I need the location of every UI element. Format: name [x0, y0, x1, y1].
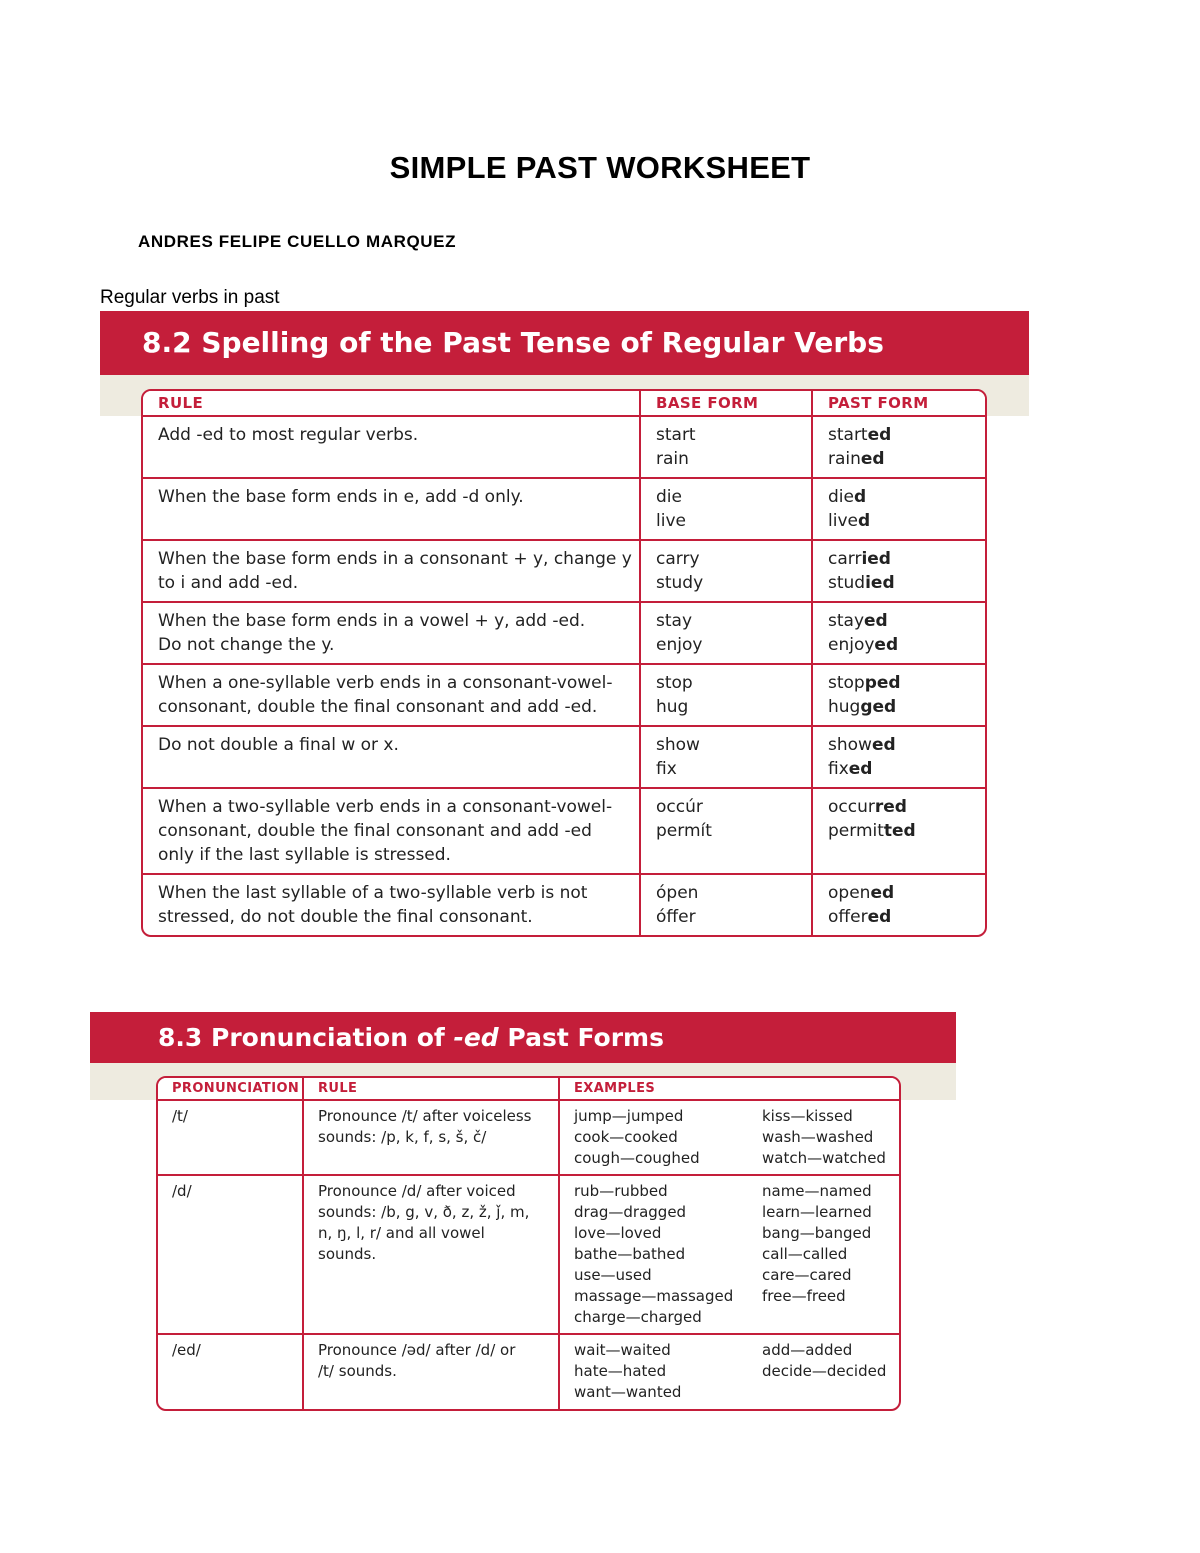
- rule-cell: [303, 1175, 559, 1334]
- rule-cell: [143, 540, 640, 602]
- rule-line: Pronounce /d/ after voiced: [318, 1182, 516, 1200]
- rule-cell: [143, 788, 640, 874]
- pronunciation-table-title-suffix: Past Forms: [507, 1023, 664, 1052]
- base-form: live: [656, 511, 686, 531]
- past-form-stem: offer: [828, 907, 868, 927]
- past-form-cell: [812, 602, 985, 664]
- past-form-stem: rain: [828, 449, 861, 469]
- rule-line: When the base form ends in a consonant + y, change y: [158, 549, 632, 569]
- base-form: óffer: [656, 907, 696, 927]
- base-form-cell: [640, 602, 812, 664]
- past-form: [828, 819, 977, 843]
- past-form-stem: hug: [828, 697, 861, 717]
- base-form: stop: [656, 673, 693, 693]
- example-pair: charge—charged: [574, 1308, 702, 1326]
- table-row: [143, 726, 985, 788]
- base-form: study: [656, 573, 704, 593]
- past-form-ending: ed: [860, 449, 885, 469]
- pronunciation-cell: /d/: [158, 1175, 303, 1334]
- examples-right-column: [762, 1106, 886, 1169]
- past-form-cell: [812, 540, 985, 602]
- past-form-ending: ped: [864, 673, 901, 693]
- example-pair: jump—jumped: [574, 1107, 684, 1125]
- past-form-stem: stop: [828, 673, 865, 693]
- base-form-cell: [640, 540, 812, 602]
- spelling-table-title: Spelling of the Past Tense of Regular Verbs: [201, 326, 884, 359]
- column-header: EXAMPLES: [559, 1078, 899, 1100]
- table-row: [143, 664, 985, 726]
- rule-line: When the base form ends in a vowel + y, add -ed.: [158, 611, 586, 631]
- past-form: [828, 733, 977, 757]
- past-form-cell: [812, 788, 985, 874]
- past-form-ending: ed: [867, 907, 892, 927]
- past-form: [828, 881, 977, 905]
- column-header: RULE: [143, 391, 640, 416]
- example-pair: learn—learned: [762, 1203, 872, 1221]
- past-form: [828, 509, 977, 533]
- example-pair: want—wanted: [574, 1383, 682, 1401]
- pronunciation-cell: /t/: [172, 1107, 188, 1125]
- past-form-stem: enjoy: [828, 635, 875, 655]
- spelling-table: [141, 389, 987, 937]
- base-form: fix: [656, 759, 677, 779]
- base-form: die: [656, 487, 682, 507]
- rule-line: sounds: /p, k, f, s, š, č/: [318, 1128, 487, 1146]
- pronunciation-table: [156, 1076, 901, 1411]
- example-pair: free—freed: [762, 1287, 846, 1305]
- example-pair: kiss—kissed: [762, 1107, 853, 1125]
- past-form-ending: ed: [870, 883, 895, 903]
- rule-line: When the last syllable of a two-syllable verb is not: [158, 883, 588, 903]
- past-form-stem: stay: [828, 611, 865, 631]
- base-form: enjoy: [656, 635, 703, 655]
- past-form-stem: permit: [828, 821, 884, 841]
- past-form-ending: ied: [861, 549, 891, 569]
- base-form-cell: [640, 726, 812, 788]
- examples-left-column: [574, 1340, 762, 1403]
- spelling-table-number: 8.2: [142, 326, 192, 359]
- rule-line: /t/ sounds.: [318, 1362, 397, 1380]
- table-row: [158, 1334, 899, 1409]
- past-form-stem: show: [828, 735, 872, 755]
- past-form: [828, 423, 977, 447]
- examples-right-column: [762, 1340, 886, 1403]
- past-form: [828, 485, 977, 509]
- example-pair: drag—dragged: [574, 1203, 687, 1221]
- rule-line: When a one-syllable verb ends in a consonant-vowel-: [158, 673, 613, 693]
- rule-cell: [143, 726, 640, 788]
- example-pair: decide—decided: [762, 1362, 887, 1380]
- rule-cell: [143, 416, 640, 478]
- past-form-ending: ged: [860, 697, 897, 717]
- rule-line: Do not change the y.: [158, 635, 335, 655]
- past-form-ending: ted: [883, 821, 916, 841]
- past-form-cell: [812, 664, 985, 726]
- past-form-ending: ied: [865, 573, 895, 593]
- example-pair: bathe—bathed: [574, 1245, 686, 1263]
- past-form-cell: [812, 726, 985, 788]
- example-pair: use—used: [574, 1266, 652, 1284]
- base-form-cell: [640, 416, 812, 478]
- base-form-cell: [640, 788, 812, 874]
- rule-line: Pronounce /t/ after voiceless: [318, 1107, 532, 1125]
- rule-line: Pronounce /əd/ after /d/ or: [318, 1341, 516, 1359]
- table-row: [143, 874, 985, 935]
- base-form-cell: [640, 478, 812, 540]
- example-pair: wait—waited: [574, 1341, 671, 1359]
- table-row: [143, 540, 985, 602]
- section-subheading: Regular verbs in past: [100, 287, 280, 308]
- rule-line: stressed, do not double the final consonant.: [158, 907, 533, 927]
- example-pair: love—loved: [574, 1224, 662, 1242]
- example-pair: name—named: [762, 1182, 872, 1200]
- examples-cell: [559, 1175, 899, 1334]
- base-form: hug: [656, 697, 689, 717]
- spelling-table-banner: [100, 311, 1029, 375]
- past-form: [828, 447, 977, 471]
- past-form-cell: [812, 874, 985, 935]
- past-form-ending: d: [857, 511, 871, 531]
- rule-line: only if the last syllable is stressed.: [158, 845, 451, 865]
- past-form-ending: ed: [848, 759, 873, 779]
- past-form-stem: start: [828, 425, 868, 445]
- pronunciation-table-number: 8.3: [158, 1023, 203, 1052]
- column-header: PRONUNCIATION: [158, 1078, 303, 1100]
- rule-cell: [143, 478, 640, 540]
- rule-line: Do not double a final w or x.: [158, 735, 399, 755]
- rule-line: consonant, double the final consonant and add -ed.: [158, 697, 598, 717]
- examples-left-column: [574, 1106, 762, 1169]
- examples-cell: [559, 1334, 899, 1409]
- past-form-stem: die: [828, 487, 854, 507]
- rule-line: When the base form ends in e, add -d only.: [158, 487, 524, 507]
- past-form: [828, 633, 977, 657]
- past-form-ending: ed: [871, 735, 896, 755]
- pronunciation-table-title-prefix: Pronunciation of: [211, 1023, 445, 1052]
- rule-line: sounds: /b, g, v, ð, z, ž, ǰ, m,: [318, 1203, 530, 1221]
- example-pair: call—called: [762, 1245, 848, 1263]
- past-form-stem: stud: [828, 573, 866, 593]
- pronunciation-table-title-italic: -ed: [453, 1023, 499, 1052]
- past-form: [828, 609, 977, 633]
- rule-line: sounds.: [318, 1245, 377, 1263]
- table-row: [143, 788, 985, 874]
- past-form: [828, 905, 977, 929]
- past-form: [828, 695, 977, 719]
- base-form-cell: [640, 874, 812, 935]
- rule-line: n, ŋ, l, r/ and all vowel: [318, 1224, 485, 1242]
- author-name: ANDRES FELIPE CUELLO MARQUEZ: [138, 232, 457, 251]
- example-pair: wash—washed: [762, 1128, 874, 1146]
- base-form: rain: [656, 449, 689, 469]
- base-form: show: [656, 735, 700, 755]
- page-title: SIMPLE PAST WORKSHEET: [389, 150, 811, 185]
- rule-cell: [143, 602, 640, 664]
- example-pair: care—cared: [762, 1266, 852, 1284]
- column-header: BASE FORM: [640, 391, 812, 416]
- rule-cell: [303, 1334, 559, 1409]
- example-pair: add—added: [762, 1341, 853, 1359]
- past-form-cell: [812, 416, 985, 478]
- table-row: [158, 1175, 899, 1334]
- column-header: PAST FORM: [812, 391, 985, 416]
- past-form-stem: fix: [828, 759, 849, 779]
- base-form: occúr: [656, 797, 703, 817]
- rule-cell: [303, 1100, 559, 1175]
- table-row: [143, 416, 985, 478]
- example-pair: watch—watched: [762, 1149, 886, 1167]
- example-pair: rub—rubbed: [574, 1182, 668, 1200]
- column-header: RULE: [303, 1078, 559, 1100]
- pronunciation-cell: /ed/: [158, 1334, 303, 1409]
- past-form: [828, 547, 977, 571]
- table-row: [143, 478, 985, 540]
- past-form-ending: ed: [867, 425, 892, 445]
- example-pair: cook—cooked: [574, 1128, 678, 1146]
- past-form: [828, 795, 977, 819]
- pronunciation-table-banner: [90, 1012, 956, 1063]
- example-pair: cough—coughed: [574, 1149, 700, 1167]
- past-form-stem: open: [828, 883, 871, 903]
- past-form-ending: ed: [864, 611, 888, 631]
- base-form: stay: [656, 611, 693, 631]
- past-form-stem: live: [828, 511, 858, 531]
- past-form: [828, 757, 977, 781]
- past-form-stem: carr: [828, 549, 862, 569]
- past-form: [828, 671, 977, 695]
- examples-right-column: [762, 1181, 872, 1328]
- rule-cell: [143, 874, 640, 935]
- base-form: ópen: [656, 883, 699, 903]
- past-form-ending: ed: [874, 635, 899, 655]
- past-form-ending: red: [874, 797, 907, 817]
- examples-left-column: [574, 1181, 762, 1328]
- example-pair: massage—massaged: [574, 1287, 734, 1305]
- base-form: permít: [656, 821, 712, 841]
- past-form-stem: occur: [828, 797, 875, 817]
- rule-line: When a two-syllable verb ends in a consonant-vowel-: [158, 797, 613, 817]
- rule-line: to i and add -ed.: [158, 573, 299, 593]
- rule-cell: [143, 664, 640, 726]
- table-row: [158, 1100, 899, 1175]
- base-form-cell: [640, 664, 812, 726]
- example-pair: hate—hated: [574, 1362, 667, 1380]
- rule-line: Add -ed to most regular verbs.: [158, 425, 419, 445]
- table-row: [143, 602, 985, 664]
- example-pair: bang—banged: [762, 1224, 872, 1242]
- past-form-ending: d: [853, 487, 867, 507]
- past-form-cell: [812, 478, 985, 540]
- base-form: carry: [656, 549, 700, 569]
- base-form: start: [656, 425, 696, 445]
- rule-line: consonant, double the final consonant and add -ed: [158, 821, 592, 841]
- examples-cell: [559, 1100, 899, 1175]
- past-form: [828, 571, 977, 595]
